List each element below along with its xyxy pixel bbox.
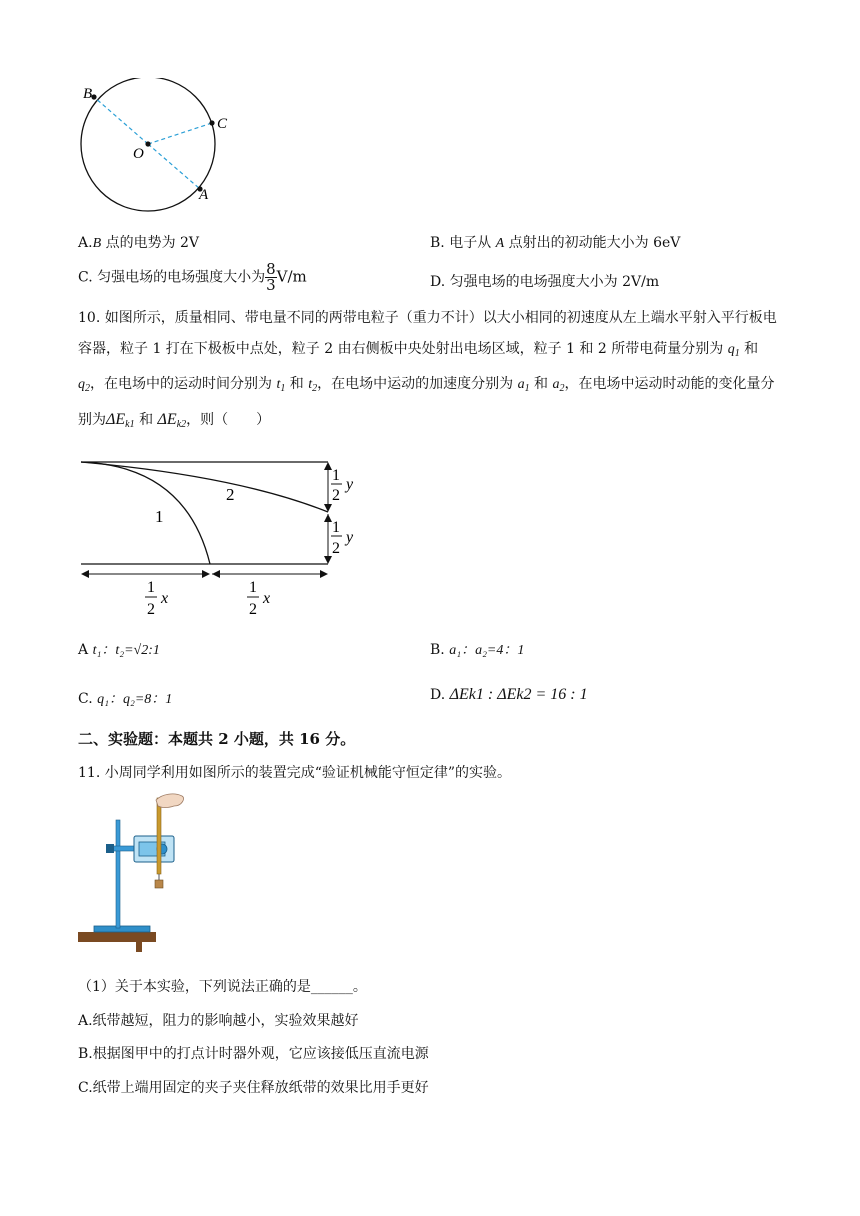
point-b: [91, 94, 96, 99]
half-den: 2: [249, 601, 257, 618]
arrow-down-icon: [324, 556, 332, 564]
q11-option-a: A.纸带越短，阻力的影响越小，实验效果越好: [78, 1013, 359, 1029]
option-letter: C.: [78, 269, 93, 286]
table-top: [78, 932, 156, 942]
option-letter: C.: [78, 691, 93, 707]
stem-text: ，则（ ）: [186, 412, 271, 428]
var-y: y: [346, 529, 354, 546]
label-a: A: [199, 187, 209, 203]
q11-stem: 11. 小周同学利用如图所示的装置完成“验证机械能守恒定律”的实验。: [78, 765, 512, 781]
q11-option-b: B.根据图甲中的打点计时器外观，它应该接低压直流电源: [78, 1046, 429, 1062]
dashed-line-oc: [148, 123, 212, 144]
arrow-up-icon: [324, 514, 332, 522]
option-text: ΔEk1 : ΔEk2 = 16 : 1: [449, 686, 588, 703]
label-b: B: [83, 86, 93, 102]
q9-option-b: [430, 232, 680, 252]
stem-text: ，在电场中运动的加速度分别为: [317, 376, 518, 392]
q11-part1: （1）关于本实验，下列说法正确的是______。: [78, 979, 367, 995]
option-var: B: [92, 236, 102, 251]
option-text: t₁：t₂=√2:1: [92, 643, 160, 658]
half-num: 1: [332, 519, 340, 536]
dashed-line-oa: [148, 144, 200, 189]
and-text: 和: [285, 376, 309, 392]
apparatus-diagram: [78, 792, 198, 952]
section-title: 二、实验题：本题共 2 小题，共 16 分。: [78, 730, 356, 748]
arrow-right-icon: [320, 570, 328, 578]
and-text: 和: [739, 341, 759, 357]
and-text: 和: [134, 412, 158, 428]
arrow-left-icon: [212, 570, 220, 578]
var-q2: $q_2$: [78, 377, 90, 394]
q10-option-c: [78, 688, 172, 708]
label-o: O: [133, 146, 144, 162]
hand-icon: [156, 794, 184, 808]
option-letter: B.: [430, 235, 445, 251]
q10-option-b: [430, 639, 524, 659]
option-text: 点射出的初动能大小为 6eV: [504, 235, 681, 251]
label-particle-2: 2: [226, 485, 235, 504]
point-c: [209, 120, 214, 125]
and-text: 和: [529, 376, 553, 392]
var-t1: $t_1$: [276, 377, 286, 394]
paper-tape: [157, 798, 161, 874]
label-c: C: [217, 116, 228, 132]
option-text: a₁：a₂=4：1: [449, 643, 525, 658]
half-num: 1: [249, 579, 257, 596]
stem-text: ，在电场中运动时动能的变化量分别为: [78, 376, 775, 428]
option-text: 匀强电场的电场强度大小为 2V/m: [445, 274, 660, 290]
q10-option-a: [78, 639, 160, 659]
fraction: [265, 262, 277, 293]
dashed-line-ob: [94, 97, 148, 144]
half-num: 1: [147, 579, 155, 596]
option-text: 电子从: [444, 235, 496, 251]
stem-text: ，在电场中的运动时间分别为: [90, 376, 277, 392]
option-var: A: [495, 236, 505, 251]
option-text: q₁：q₂=8：1: [97, 692, 173, 707]
capacitor-diagram: [78, 456, 368, 626]
arrow-right-icon: [202, 570, 210, 578]
option-text: 点的电势为 2V: [101, 235, 200, 251]
q9-option-a: [78, 232, 199, 252]
fraction-numerator: 8: [266, 260, 276, 278]
circle-diagram: [72, 78, 242, 218]
option-letter: A.: [78, 235, 93, 251]
q9-option-d: [430, 271, 659, 291]
option-text: 匀强电场的电场强度大小为: [92, 269, 266, 286]
half-den: 2: [332, 487, 340, 504]
clamp-knob: [106, 844, 114, 853]
half-num: 1: [332, 467, 340, 484]
option-letter: D.: [430, 687, 446, 703]
option-unit: V/m: [276, 267, 307, 286]
option-letter: A: [78, 642, 89, 658]
trajectory-2: [81, 462, 328, 512]
stand-base: [94, 926, 150, 932]
q11-option-c: C.纸带上端用固定的夹子夹住释放纸带的效果比用手更好: [78, 1080, 429, 1096]
weight-block: [155, 880, 163, 888]
q10-stem: [78, 303, 788, 440]
var-y: y: [346, 476, 354, 493]
var-dek1: $\Delta E_{k1}$: [106, 411, 135, 430]
half-den: 2: [147, 601, 155, 618]
half-den: 2: [332, 540, 340, 557]
var-a2: $a_2$: [552, 377, 565, 394]
point-o: [145, 141, 150, 146]
var-dek2: $\Delta E_{k2}$: [157, 411, 187, 430]
option-letter: B.: [430, 642, 445, 658]
var-x: x: [161, 590, 169, 607]
var-a1: $a_1$: [517, 377, 530, 394]
stem-text: 10. 如图所示，质量相同、带电量不同的两带电粒子（重力不计）以大小相同的初速度从左上端水平射入平行板电容器，粒子 1 打在下极板中点处，粒子 2 由右侧板中央处射出电场区域，粒子 1 和 2 所带电荷量分别为: [78, 310, 777, 357]
trajectory-1: [81, 462, 210, 564]
var-x: x: [263, 590, 271, 607]
var-t2: $t_2$: [308, 377, 318, 394]
q10-option-d: [430, 686, 588, 704]
stand-pole: [116, 820, 120, 928]
fraction-denominator: 3: [266, 276, 276, 294]
arrow-up-icon: [324, 462, 332, 470]
table-leg: [136, 942, 142, 952]
label-particle-1: 1: [155, 507, 164, 526]
q9-option-c: [78, 262, 307, 293]
arrow-left-icon: [81, 570, 89, 578]
option-letter: D.: [430, 274, 446, 290]
var-q1: $q_1$: [727, 342, 740, 359]
